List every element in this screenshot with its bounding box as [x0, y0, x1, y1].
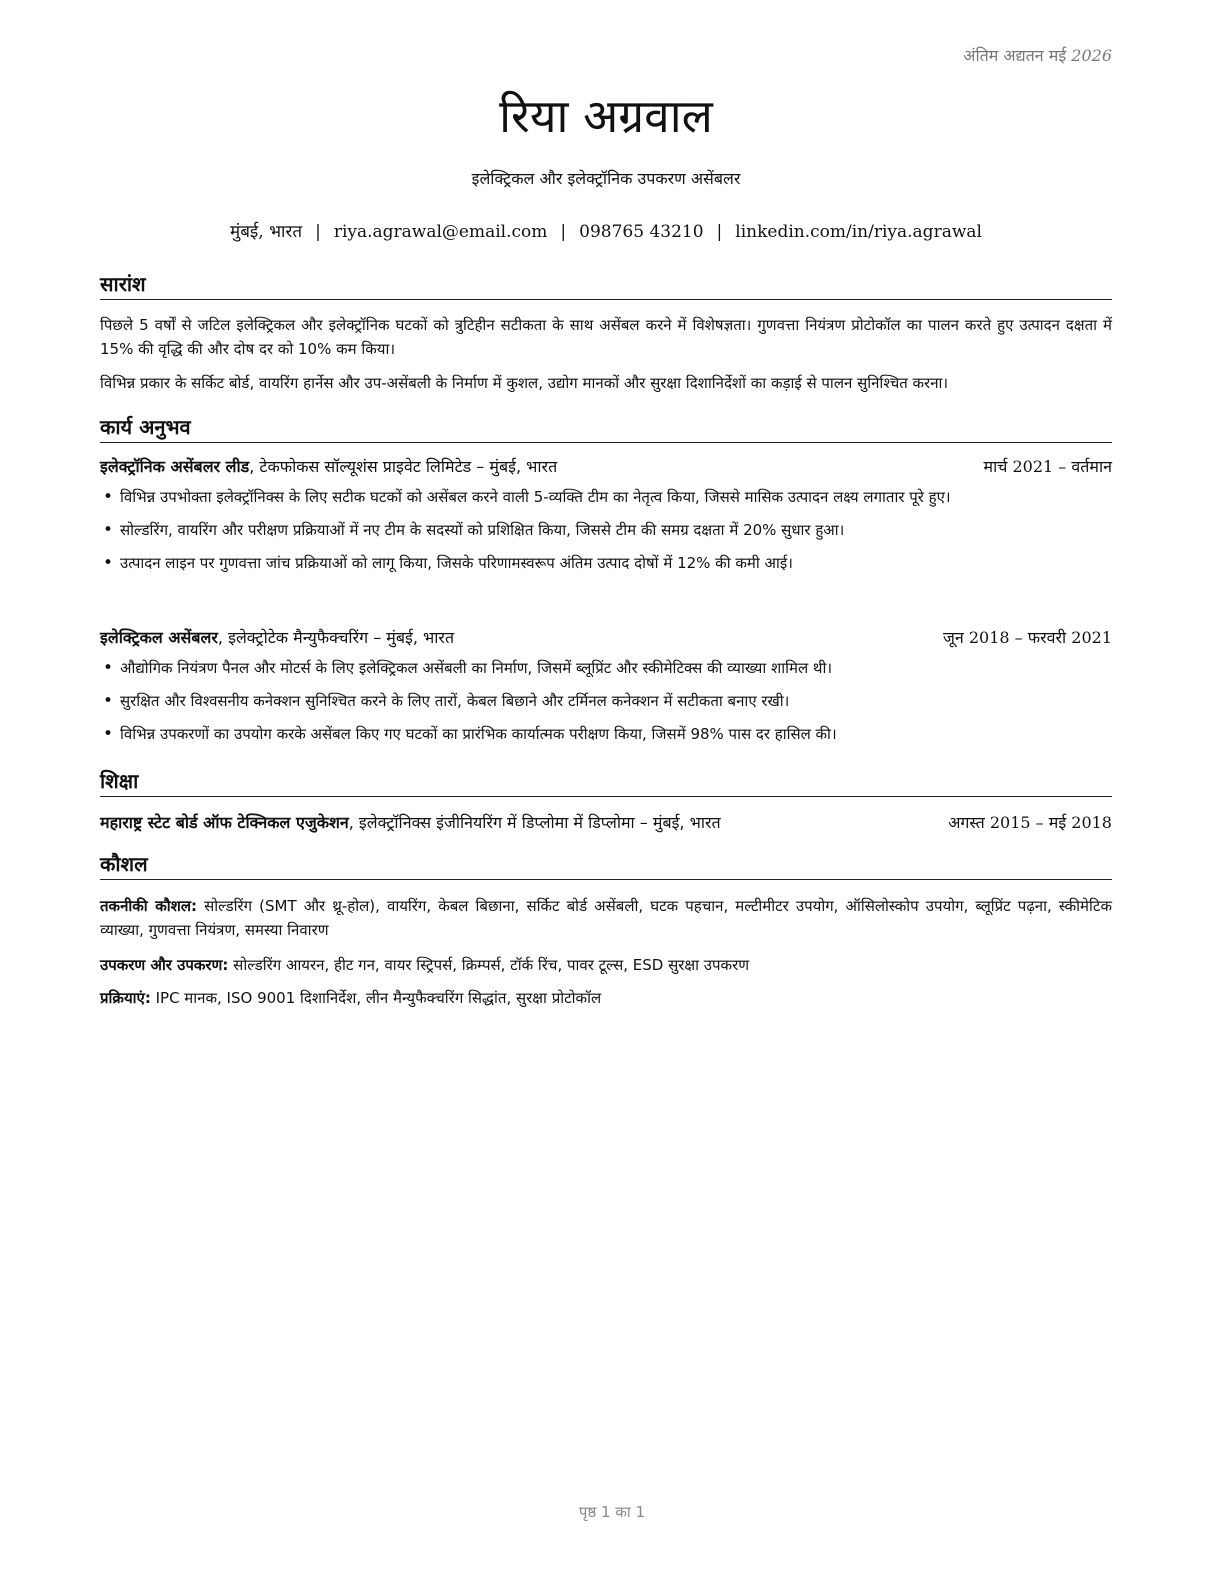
experience-heading: कार्य अनुभव [100, 413, 1112, 443]
skills-tools [100, 953, 1112, 977]
skills-tools-label: उपकरण और उपकरण: [100, 956, 229, 974]
contact-location: मुंबई, भारत [230, 222, 303, 242]
contact-separator: | [560, 222, 567, 242]
summary-paragraph-2: विभिन्न प्रकार के सर्किट बोर्ड, वायरिंग हार्नेस और उप-असेंबली के निर्माण में कुशल, उद्योग मानकों और सुरक्षा दिशानिर्देशों का कड़ाई से पालन सुनिश्चित करना। [100, 374, 949, 392]
education-heading: शिक्षा [100, 767, 1112, 797]
job-dates-1: मार्च 2021 – वर्तमान [983, 457, 1112, 476]
candidate-headline: इलेक्ट्रिकल और इलेक्ट्रॉनिक उपकरण असेंबलर [471, 169, 741, 188]
education-entry [100, 811, 1112, 835]
last-updated-year: 2026 [1071, 46, 1112, 65]
job-bullets-2 [100, 656, 1112, 755]
contact-email[interactable]: riya.agrawal@email.com [333, 222, 548, 242]
contact-separator: | [315, 222, 321, 242]
contact-line [100, 219, 1112, 245]
job-bullet: • सुरक्षित और विश्वसनीय कनेक्शन सुनिश्चित करने के लिए तारों, केबल बिछाने और टर्मिनल कनेक्शन में सटीकता बनाए रखी। [100, 689, 1112, 714]
job-dates-2: जून 2018 – फरवरी 2021 [943, 628, 1112, 647]
job-bullet: • उत्पादन लाइन पर गुणवत्ता जांच प्रक्रियाओं को लागू किया, जिसके परिणामस्वरूप अंतिम उत्पाद दोषों में 12% की कमी आई। [100, 551, 1112, 576]
candidate-name: रिया अग्रवाल [499, 89, 713, 143]
skills-technical-value: सोल्डरिंग (SMT और थ्रू-होल), वायरिंग, केबल बिछाना, सर्किट बोर्ड असेंबली, घटक पहचान, मल्टीमीटर उपयोग, ऑसिलोस्कोप उपयोग, ब्लूप्रिंट पढ़ना, स्कीमेटिक व्याख्या, गुणवत्ता नियंत्रण, समस्या निवारण [100, 897, 1112, 939]
job-org-1: , टेकफोकस सॉल्यूशंस प्राइवेट लिमिटेड – मुंबई, भारत [249, 457, 558, 476]
job-bullets-1 [100, 485, 1112, 584]
skills-technical [100, 894, 1112, 942]
skills-processes [100, 986, 1112, 1010]
job-org-2: , इलेक्ट्रोटेक मैन्युफैक्चरिंग – मुंबई, भारत [217, 628, 455, 647]
last-updated-label: अंतिम अद्यतन मई [963, 46, 1067, 65]
contact-phone[interactable]: 098765 43210 [579, 222, 704, 242]
job-header-2 [100, 626, 1112, 650]
page-number: पृष्ठ 1 का 1 [578, 1503, 646, 1521]
skills-tools-value: सोल्डरिंग आयरन, हीट गन, वायर स्ट्रिपर्स, क्रिम्पर्स, टॉर्क रिंच, पावर टूल्स, ESD सुरक्षा उपकरण [228, 956, 750, 974]
skills-heading: कौशल [100, 850, 1112, 880]
job-bullet: • विभिन्न उपभोक्ता इलेक्ट्रॉनिक्स के लिए सटीक घटकों को असेंबल करने वाली 5-व्यक्ति टीम का नेतृत्व किया, जिससे मासिक उत्पादन लक्ष्य लगातार पूरे हुए। [100, 485, 1112, 510]
job-title-1: इलेक्ट्रॉनिक असेंबलर लीड [100, 457, 250, 476]
education-detail: , इलेक्ट्रॉनिक्स इंजीनियरिंग में डिप्लोमा में डिप्लोमा – मुंबई, भारत [348, 813, 721, 832]
skills-technical-label: तकनीकी कौशल: [100, 897, 197, 915]
skills-processes-value: IPC मानक, ISO 9001 दिशानिर्देश, लीन मैन्युफैक्चरिंग सिद्धांत, सुरक्षा प्रोटोकॉल [150, 989, 602, 1007]
contact-linkedin[interactable]: linkedin.com/in/riya.agrawal [735, 222, 982, 242]
education-institution: महाराष्ट्र स्टेट बोर्ड ऑफ टेक्निकल एजुकेशन [100, 813, 349, 832]
job-header-1 [100, 455, 1112, 479]
job-bullet: • विभिन्न उपकरणों का उपयोग करके असेंबल किए गए घटकों का प्रारंभिक कार्यात्मक परीक्षण किया, जिसमें 98% पास दर हासिल की। [100, 722, 1112, 747]
summary-heading: सारांश [100, 270, 1112, 300]
summary-paragraph-1: पिछले 5 वर्षों से जटिल इलेक्ट्रिकल और इलेक्ट्रॉनिक घटकों को त्रुटिहीन सटीकता के साथ असेंबल करने में विशेषज्ञता। गुणवत्ता नियंत्रण प्रोटोकॉल का पालन करते हुए उत्पादन दक्षता में 15% की वृद्धि की और दोष दर को 10% कम किया। [100, 316, 1112, 358]
last-updated [963, 44, 1112, 66]
job-bullet: • औद्योगिक नियंत्रण पैनल और मोटर्स के लिए इलेक्ट्रिकल असेंबली का निर्माण, जिसमें ब्लूप्रिंट और स्कीमेटिक्स की व्याख्या शामिल थी। [100, 656, 1112, 681]
job-bullet: • सोल्डरिंग, वायरिंग और परीक्षण प्रक्रियाओं में नए टीम के सदस्यों को प्रशिक्षित किया, जिससे टीम की समग्र दक्षता में 20% सुधार हुआ। [100, 518, 1112, 543]
job-title-2: इलेक्ट्रिकल असेंबलर [100, 628, 218, 647]
education-dates: अगस्त 2015 – मई 2018 [948, 813, 1112, 832]
skills-processes-label: प्रक्रियाएं: [100, 989, 151, 1007]
contact-separator: | [716, 222, 723, 242]
